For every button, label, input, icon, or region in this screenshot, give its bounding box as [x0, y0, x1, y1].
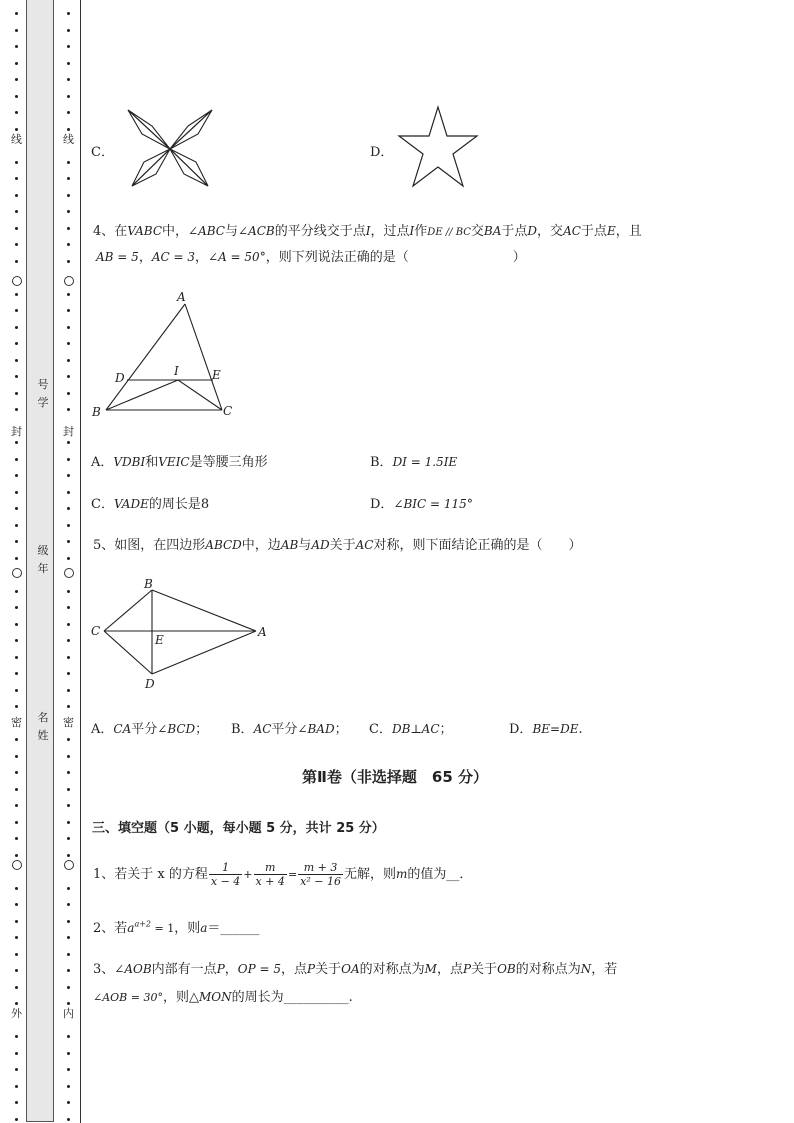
binding-dot: [15, 590, 18, 593]
binding-dot: [67, 755, 70, 758]
right-mark-nei: 内: [63, 1007, 74, 1020]
binding-dot: [67, 474, 70, 477]
binding-dot: [15, 62, 18, 65]
fraction-2: $\frac{m}{x + 4}$: [255, 861, 285, 888]
binding-dot: [67, 210, 70, 213]
fill-question-2: 2、若$a^{a+2} = 1$，则a＝______: [93, 919, 260, 936]
binding-dot: [15, 1068, 18, 1071]
binding-dot: [67, 689, 70, 692]
binding-dot: [67, 903, 70, 906]
binding-dot: [15, 359, 18, 362]
binding-dot: [67, 243, 70, 246]
q5-label-d: D: [145, 677, 155, 691]
binding-dot: [15, 1118, 18, 1121]
binding-dot: [67, 227, 70, 230]
binding-dot: [67, 854, 70, 857]
binding-dot: [67, 590, 70, 593]
q3-option-c-figure: [120, 104, 220, 194]
binding-dot: [15, 672, 18, 675]
right-mark-feng: 封: [63, 425, 74, 438]
binding-dot: [67, 1118, 70, 1121]
binding-dot: [67, 326, 70, 329]
binding-circle: [64, 276, 74, 286]
section-heading: 三、填空题（5 小题，每小题 5 分，共计 25 分）: [92, 821, 385, 836]
binding-dot: [67, 1052, 70, 1055]
binding-dot: [67, 606, 70, 609]
q5-option-a: A．CA平分∠BCD；: [91, 722, 209, 737]
binding-dot: [67, 194, 70, 197]
binding-dot: [15, 375, 18, 378]
binding-dot: [15, 474, 18, 477]
binding-dot: [15, 507, 18, 510]
binding-dot: [15, 177, 18, 180]
binding-dot: [15, 953, 18, 956]
binding-dot: [67, 45, 70, 48]
binding-dot: [67, 540, 70, 543]
binding-dot: [15, 656, 18, 659]
binding-dot: [67, 111, 70, 114]
binding-dot: [67, 507, 70, 510]
binding-dot: [15, 260, 18, 263]
binding-dot: [67, 309, 70, 312]
binding-dot: [67, 771, 70, 774]
left-mark-wai: 外: [11, 1007, 22, 1020]
binding-dot: [67, 837, 70, 840]
binding-dot: [67, 936, 70, 939]
binding-dot: [15, 441, 18, 444]
q5-option-c: C．DB⊥AC；: [369, 722, 453, 737]
binding-dot: [67, 705, 70, 708]
binding-dot: [67, 95, 70, 98]
right-mark-xian: 线: [63, 133, 74, 146]
fraction-3: $\frac{m + 3}{\text{x² − 16}}$: [300, 861, 341, 888]
binding-dot: [15, 540, 18, 543]
binding-dot: [67, 441, 70, 444]
fraction-1: $\frac{1}{x - 4}$: [210, 861, 241, 888]
binding-dot: [15, 161, 18, 164]
q5-label-b: B: [144, 577, 153, 591]
binding-circle: [64, 860, 74, 870]
binding-dot: [15, 342, 18, 345]
binding-dot: [67, 161, 70, 164]
binding-dot: [67, 656, 70, 659]
q4-label-a: A: [177, 290, 186, 304]
q4-triangle-figure: [88, 288, 248, 422]
binding-dot: [67, 408, 70, 411]
binding-circle: [64, 568, 74, 578]
binding-dot: [67, 524, 70, 527]
binding-dot: [67, 12, 70, 15]
binding-dot: [15, 392, 18, 395]
binding-dot: [15, 45, 18, 48]
binding-dot: [67, 953, 70, 956]
q5-label-e: E: [155, 633, 164, 647]
q4-option-a: A．VDBI和VEIC是等腰三角形: [91, 455, 268, 470]
gutter-label-ming: 名姓: [37, 711, 49, 742]
binding-dot: [15, 738, 18, 741]
binding-dot: [15, 12, 18, 15]
binding-dot: [15, 755, 18, 758]
binding-dot: [67, 62, 70, 65]
binding-dot: [67, 821, 70, 824]
binding-dot: [67, 986, 70, 989]
fill-question-3-line1: 3、∠AOB内部有一点P，OP = 5，点P关于OA的对称点为M，点P关于OB的对称点为N，若: [93, 962, 618, 977]
left-mark-xian: 线: [11, 133, 22, 146]
right-dot-column: [64, 0, 74, 1123]
binding-dot: [15, 771, 18, 774]
q4-label-b: B: [92, 405, 101, 419]
binding-dot: [15, 326, 18, 329]
q4-stem-line2: AB = 5，AC = 3，∠A = 50°，则下列说法正确的是（ ）: [96, 250, 526, 265]
binding-dot: [67, 359, 70, 362]
fill-question-3-line2: ∠AOB = 30°，则△MON的周长为__________.: [93, 990, 353, 1005]
binding-dot: [15, 458, 18, 461]
binding-dot: [15, 623, 18, 626]
binding-dot: [67, 260, 70, 263]
binding-dot: [15, 491, 18, 494]
q4-option-b: B．DI = 1.5IE: [370, 455, 458, 470]
binding-dot: [67, 920, 70, 923]
q4-label-e: E: [212, 368, 221, 382]
binding-dot: [15, 78, 18, 81]
binding-dot: [67, 392, 70, 395]
binding-dot: [67, 1068, 70, 1071]
binding-dot: [67, 1085, 70, 1088]
binding-dot: [15, 557, 18, 560]
binding-dot: [67, 177, 70, 180]
left-dot-column: [12, 0, 22, 1123]
q4-label-d: D: [115, 371, 125, 385]
binding-dot: [15, 788, 18, 791]
binding-dot: [67, 639, 70, 642]
binding-dot: [67, 623, 70, 626]
q5-label-a: A: [258, 625, 267, 639]
binding-dot: [15, 210, 18, 213]
binding-dot: [15, 1101, 18, 1104]
q5-kite-figure: [88, 574, 274, 692]
binding-dot: [15, 606, 18, 609]
binding-dot: [15, 29, 18, 32]
left-mark-mi: 密: [11, 716, 22, 729]
q4-stem-line1: 4、在VABC中，∠ABC与∠ACB的平分线交于点I，过点I作DE // BC交BA于点D，交AC于点E，且: [93, 224, 642, 239]
binding-dot: [15, 408, 18, 411]
binding-dot: [15, 1035, 18, 1038]
binding-circle: [12, 568, 22, 578]
section-title: 第Ⅱ卷（非选择题 65 分）: [302, 768, 488, 786]
gutter-label-hao: 号学: [37, 378, 49, 409]
binding-dot: [15, 837, 18, 840]
q3-option-d-star-figure: [396, 104, 480, 192]
q4-label-c: C: [223, 404, 233, 418]
fill-question-1: 1、若关于 x 的方程 $\frac{1}{x - 4}$ + $\frac{m}{x + 4}$ = $\frac{m + 3}{\text{x² − 16}}$ 无解，则m的值为__．: [93, 861, 473, 888]
binding-dot: [15, 689, 18, 692]
q4-option-d: D．∠BIC = 115°: [370, 497, 473, 512]
q3-option-c-label: C．: [91, 145, 114, 160]
q3-option-d-label: D．: [370, 145, 394, 160]
binding-dot: [15, 821, 18, 824]
binding-dot: [15, 524, 18, 527]
binding-dot: [67, 738, 70, 741]
binding-dot: [15, 903, 18, 906]
binding-dot: [15, 986, 18, 989]
gutter-label-ji: 级年: [37, 544, 49, 575]
binding-dot: [15, 309, 18, 312]
binding-dot: [15, 1085, 18, 1088]
binding-dot: [67, 78, 70, 81]
binding-dot: [15, 936, 18, 939]
binding-dot: [67, 1101, 70, 1104]
binding-dot: [67, 672, 70, 675]
binding-dot: [15, 705, 18, 708]
binding-dot: [15, 1052, 18, 1055]
q5-stem: 5、如图，在四边形ABCD中，边AB与AD关于AC对称，则下面结论正确的是（ ）: [93, 538, 582, 553]
binding-dot: [15, 95, 18, 98]
binding-dot: [67, 557, 70, 560]
binding-dot: [15, 293, 18, 296]
binding-dot: [67, 491, 70, 494]
binding-dot: [67, 293, 70, 296]
margin-rule: [80, 0, 81, 1123]
binding-dot: [67, 969, 70, 972]
binding-dot: [67, 375, 70, 378]
left-mark-feng: 封: [11, 425, 22, 438]
binding-dot: [15, 920, 18, 923]
right-mark-mi: 密: [63, 716, 74, 729]
binding-dot: [67, 342, 70, 345]
binding-dot: [67, 1035, 70, 1038]
binding-dot: [15, 854, 18, 857]
binding-dot: [67, 788, 70, 791]
q5-option-b: B．AC平分∠BAD；: [231, 722, 348, 737]
binding-dot: [15, 111, 18, 114]
binding-dot: [15, 804, 18, 807]
q4-option-c: C．VADE的周长是8: [91, 497, 210, 512]
binding-dot: [67, 29, 70, 32]
binding-dot: [15, 227, 18, 230]
binding-circle: [12, 276, 22, 286]
binding-dot: [15, 243, 18, 246]
binding-dot: [15, 969, 18, 972]
binding-dot: [15, 194, 18, 197]
q5-label-c: C: [91, 624, 101, 638]
q5-option-d: D．BE=DE.: [509, 722, 583, 737]
binding-dot: [15, 639, 18, 642]
binding-dot: [67, 887, 70, 890]
q4-label-i: I: [174, 364, 179, 378]
binding-dot: [67, 458, 70, 461]
binding-circle: [12, 860, 22, 870]
binding-dot: [67, 804, 70, 807]
binding-dot: [15, 887, 18, 890]
